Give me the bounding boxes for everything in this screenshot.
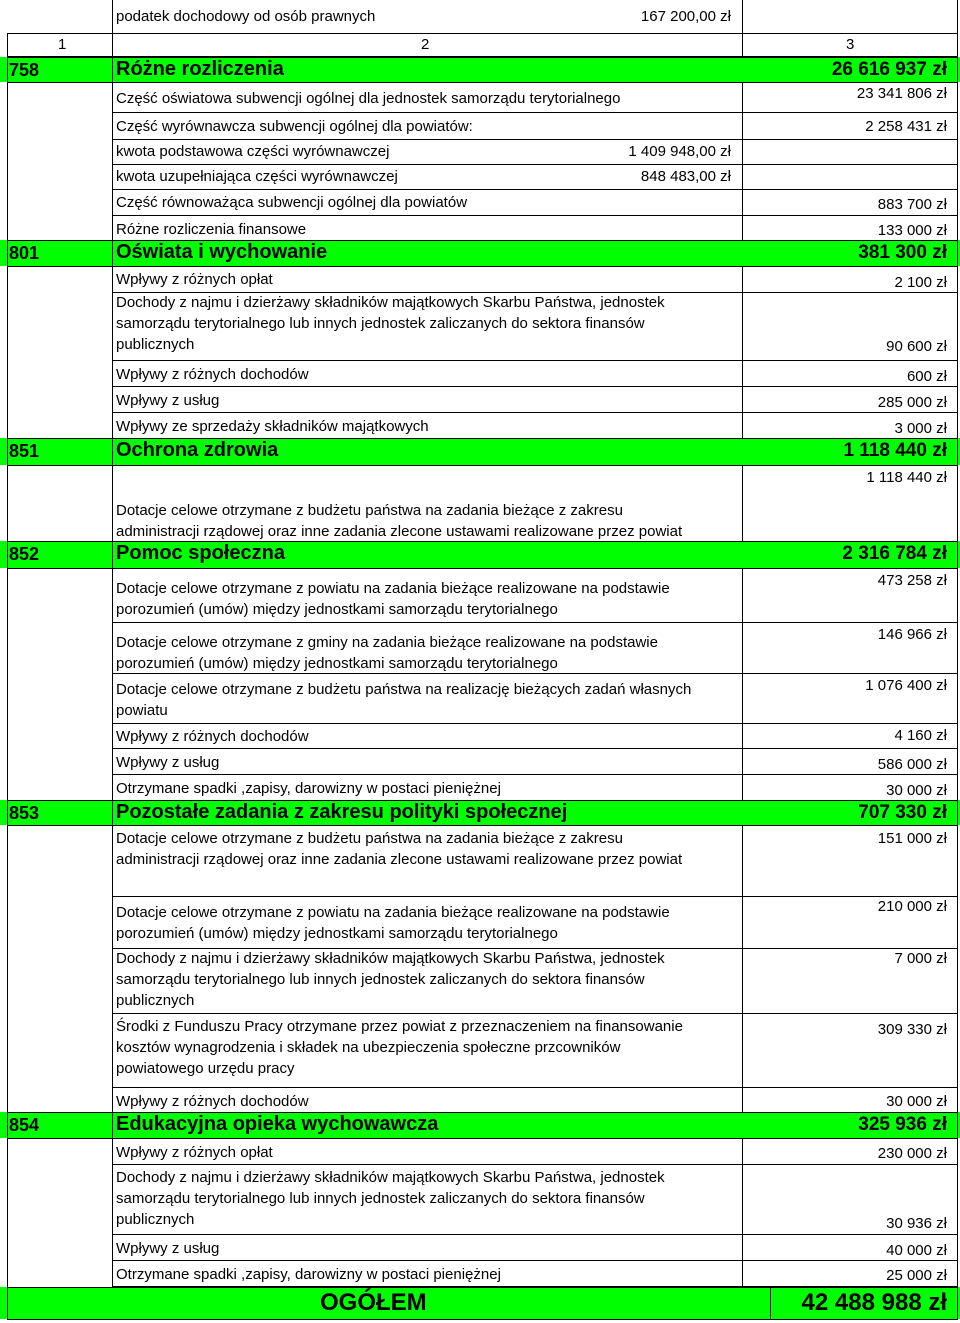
line-item [0,189,960,215]
section-853-heading [0,800,960,825]
grid-hline [7,800,958,801]
section-amount: 381 300 zł [858,242,947,263]
grid-vline [112,34,113,56]
row-label: Wpływy z różnych dochodów [116,728,309,745]
line-item [0,360,960,386]
line-item [0,568,960,622]
grid-vline [957,723,958,748]
grid-vline [957,34,958,56]
grid-vline [957,240,958,266]
grid-vline [112,1234,113,1260]
row-amount: 23 341 806 zł [856,85,947,102]
grid-hline [7,1112,958,1113]
grid-vline [7,33,8,1319]
grid-vline [957,1087,958,1112]
grid-vline [957,896,958,948]
row-label: Wpływy ze sprzedaży składników majątkowych [116,418,429,435]
row-amount: 7 000 zł [894,950,947,967]
row-label-line: Dochody z najmu i dzierżawy składników majątkowych Skarbu Państwa, jednostek [116,1169,665,1186]
grid-vline [742,266,743,292]
grid-vline [112,266,113,292]
row-amount: 30 000 zł [886,782,947,799]
line-item [0,1260,960,1286]
grid-vline [742,948,743,1013]
line-item [0,896,960,948]
section-title: Pomoc społeczna [116,542,285,564]
row-amount: 2 100 zł [894,274,947,291]
row-label: Wpływy z różnych dochodów [116,366,309,383]
grid-vline [742,164,743,189]
grid-vline [742,360,743,386]
grid-vline [742,1087,743,1112]
grid-vline [742,412,743,438]
row-amount: 4 160 zł [894,727,947,744]
line-item [0,139,960,164]
row-amount: 40 000 zł [886,1242,947,1259]
grid-vline [742,215,743,240]
row-amount: 151 000 zł [877,830,947,847]
row-amount: 600 zł [906,368,947,385]
grid-vline [112,240,113,266]
grid-vline [112,541,113,568]
header-col3: 3 [846,36,855,53]
grid-vline [112,723,113,748]
line-item [0,723,960,748]
row-amount: 2 258 431 zł [865,118,947,135]
line-item [0,673,960,723]
row-label: Różne rozliczenia finansowe [116,221,307,238]
grid-vline [957,800,958,825]
grid-vline [112,438,113,465]
grid-vline [112,215,113,240]
grid-vline [957,1138,958,1164]
grid-vline [742,386,743,412]
row-amount: 3 000 zł [894,420,947,437]
grid-vline [112,1112,113,1138]
grid-vline [742,189,743,215]
row-label-line: kosztów wynagrodzenia i składek na ubezpieczenia społeczne przcowników [116,1039,621,1056]
line-item [0,1013,960,1087]
row-label-line: Dotacje celowe otrzymane z budżetu państwa na zadania bieżące z zakresu [116,830,623,847]
row-label-line: Dochody z najmu i dzierżawy składników majątkowych Skarbu Państwa, jednostek [116,294,665,311]
grid-vline [112,1164,113,1234]
grid-vline [112,1087,113,1112]
line-item [0,113,960,139]
grid-vline [112,774,113,800]
row-label: Wpływy z różnych opłat [116,1144,273,1161]
row-amount: 30 000 zł [886,1093,947,1110]
grid-hline [7,438,958,439]
grid-vline [742,1234,743,1260]
grid-hline [7,1287,958,1288]
row-amount: 230 000 zł [877,1145,947,1162]
grid-vline [112,622,113,673]
grid-vline [742,748,743,774]
grid-vline [957,948,958,1013]
grid-hline [7,541,958,542]
line-item [0,465,960,541]
total-amount: 42 488 988 zł [801,1289,947,1316]
line-item [0,622,960,673]
grid-vline [112,83,113,112]
grid-vline [957,541,958,568]
line-item [0,164,960,189]
grid-vline [957,189,958,215]
top-row [0,0,960,33]
line-item [0,292,960,360]
row-label-line: porozumień (umów) między jednostkami samorządu terytorialnego [116,601,558,618]
row-label-line: Dotacje celowe otrzymane z powiatu na zadania bieżące realizowane na podstawie [116,580,670,597]
grid-vline [742,83,743,112]
grid-vline [112,568,113,622]
grid-vline [112,825,113,896]
grid-vline [957,438,958,465]
section-854-heading [0,1112,960,1138]
row-label-line: Środki z Funduszu Pracy otrzymane przez powiat z przeznaczeniem na finansowanie [116,1018,683,1035]
row-amount: 25 000 zł [886,1267,947,1284]
row-label-line: samorządu terytorialnego lub innych jednostek zaliczanych do sektora finansów [116,971,645,988]
sub-amount: 167 200,00 zł [640,8,731,25]
total-label: OGÓŁEM [320,1289,427,1316]
grid-vline [770,1287,771,1319]
grid-vline [742,673,743,723]
row-amount: 30 936 zł [886,1215,947,1232]
row-label-line: samorządu terytorialnego lub innych jednostek zaliczanych do sektora finansów [116,1190,645,1207]
row-label-line: Dotacje celowe otrzymane z budżetu państwa na zadania bieżące z zakresu [116,502,623,519]
row-label: podatek dochodowy od osób prawnych [116,8,376,25]
row-amount: 210 000 zł [877,898,947,915]
row-label: Część równoważąca subwencji ogólnej dla powiatów [116,194,468,211]
grid-vline [112,1260,113,1286]
grid-vline [112,360,113,386]
row-amount: 883 700 zł [877,196,947,213]
grid-vline [112,465,113,541]
row-label-line: porozumień (umów) między jednostkami samorządu terytorialnego [116,925,558,942]
grid-vline [112,748,113,774]
row-amount: 285 000 zł [877,394,947,411]
grid-vline [957,825,958,896]
grid-vline [957,57,958,82]
row-label-line: Dotacje celowe otrzymane z budżetu państwa na realizację bieżących zadań własnych [116,681,692,698]
line-item [0,825,960,896]
section-title: Edukacyjna opieka wychowawcza [116,1113,439,1135]
row-label-line: powiatowego urzędu pracy [116,1060,295,1077]
line-item [0,266,960,292]
line-item [0,386,960,412]
row-amount: 473 258 zł [877,572,947,589]
row-label-line: Dotacje celowe otrzymane z gminy na zadania bieżące realizowane na podstawie [116,634,658,651]
grid-vline [742,113,743,139]
section-851-heading [0,438,960,465]
line-item [0,83,960,112]
section-801-heading [0,240,960,266]
grid-vline [957,1260,958,1286]
grid-vline [112,0,113,33]
grid-vline [957,0,958,33]
grid-vline [957,266,958,292]
header-row [0,34,960,56]
line-item [0,1087,960,1112]
section-code: 851 [9,441,40,461]
row-amount: 309 330 zł [877,1021,947,1038]
row-label-line: samorządu terytorialnego lub innych jednostek zaliczanych do sektora finansów [116,315,645,332]
row-label: Część wyrównawcza subwencji ogólnej dla powiatów: [116,118,473,135]
line-item [0,215,960,240]
row-label: Część oświatowa subwencji ogólnej dla jednostek samorządu terytorialnego [116,90,621,107]
row-amount: 133 000 zł [877,222,947,239]
row-label-line: publicznych [116,992,195,1009]
section-code: 852 [9,544,40,564]
grid-vline [957,360,958,386]
section-758-heading [0,57,960,82]
section-code: 801 [9,243,40,263]
grid-vline [742,139,743,164]
grid-vline [957,139,958,164]
grid-vline [957,386,958,412]
row-amount: 586 000 zł [877,756,947,773]
line-item [0,1234,960,1260]
grid-vline [112,292,113,360]
grid-vline [957,215,958,240]
grid-vline [112,139,113,164]
grid-vline [112,948,113,1013]
row-label-line: administracji rządowej oraz inne zadania zlecone ustawami realizowane przez powiat [116,851,683,868]
line-item [0,1164,960,1234]
grid-vline [742,0,743,33]
grid-vline [742,34,743,56]
grid-vline [957,673,958,723]
grid-vline [957,1013,958,1087]
grid-vline [742,465,743,541]
row-label: kwota uzupełniająca części wyrównawczej [116,168,398,185]
row-label-line: publicznych [116,1211,195,1228]
grid-vline [742,292,743,360]
header-col2: 2 [421,36,430,53]
grid-vline [957,113,958,139]
grid-vline [742,1013,743,1087]
row-label: Wpływy z usług [116,392,220,409]
grid-vline [742,568,743,622]
grid-vline [112,673,113,723]
grid-vline [742,825,743,896]
row-amount: 146 966 zł [877,626,947,643]
section-title: Pozostałe zadania z zakresu polityki społecznej [116,801,568,823]
section-code: 853 [9,803,40,823]
grid-vline [957,1287,958,1319]
grid-vline [112,57,113,82]
section-amount: 325 936 zł [858,1114,947,1135]
grid-vline [957,774,958,800]
row-label: Wpływy z różnych dochodów [116,1093,309,1110]
grid-vline [957,1164,958,1234]
row-label: Wpływy z różnych opłat [116,271,273,288]
grid-hline [7,240,958,241]
total-row [0,1287,960,1319]
grid-hline [7,57,958,58]
section-code: 758 [9,60,40,80]
grid-vline [112,164,113,189]
line-item [0,1138,960,1164]
row-sub-amount: 1 409 948,00 zł [628,143,731,160]
row-label: Otrzymane spadki ,zapisy, darowizny w postaci pieniężnej [116,780,501,797]
row-amount: 1 118 440 zł [866,469,947,486]
grid-hline [7,1319,958,1320]
section-title: Różne rozliczenia [116,58,284,80]
grid-vline [112,1138,113,1164]
row-amount: 1 076 400 zł [865,677,947,694]
grid-vline [742,723,743,748]
grid-vline [742,1260,743,1286]
grid-vline [112,412,113,438]
row-label: kwota podstawowa części wyrównawczej [116,143,390,160]
row-label-line: administracji rządowej oraz inne zadania zlecone ustawami realizowane przez powiat [116,523,683,540]
row-label: Wpływy z usług [116,1240,220,1257]
grid-vline [112,1013,113,1087]
grid-vline [957,83,958,112]
line-item [0,774,960,800]
grid-vline [957,748,958,774]
grid-vline [112,386,113,412]
row-amount: 90 600 zł [886,338,947,355]
grid-vline [957,1112,958,1138]
grid-vline [957,292,958,360]
section-title: Ochrona zdrowia [116,439,279,461]
grid-vline [112,113,113,139]
section-amount: 26 616 937 zł [831,59,947,80]
grid-vline [957,622,958,673]
section-amount: 707 330 zł [858,802,947,823]
grid-vline [742,896,743,948]
section-code: 854 [9,1115,40,1135]
row-label-line: publicznych [116,336,195,353]
line-item [0,748,960,774]
grid-vline [742,774,743,800]
grid-vline [742,622,743,673]
section-852-heading [0,541,960,568]
row-label-line: Dochody z najmu i dzierżawy składników majątkowych Skarbu Państwa, jednostek [116,950,665,967]
row-label-line: porozumień (umów) między jednostkami samorządu terytorialnego [116,655,558,672]
header-col1: 1 [58,36,67,53]
grid-vline [957,568,958,622]
grid-vline [742,1138,743,1164]
section-amount: 2 316 784 zł [842,543,947,564]
grid-vline [957,164,958,189]
section-title: Oświata i wychowanie [116,241,328,263]
grid-vline [957,465,958,541]
row-label: Wpływy z usług [116,754,220,771]
row-label: Otrzymane spadki ,zapisy, darowizny w postaci pieniężnej [116,1266,501,1283]
grid-vline [112,800,113,825]
line-item [0,412,960,438]
row-label-line: powiatu [116,702,168,719]
grid-vline [957,412,958,438]
section-amount: 1 118 440 zł [843,440,947,461]
grid-vline [112,896,113,948]
grid-vline [957,1234,958,1260]
grid-vline [742,1164,743,1234]
grid-vline [112,189,113,215]
line-item [0,948,960,1013]
row-sub-amount: 848 483,00 zł [640,168,731,185]
row-label-line: Dotacje celowe otrzymane z powiatu na zadania bieżące realizowane na podstawie [116,904,670,921]
